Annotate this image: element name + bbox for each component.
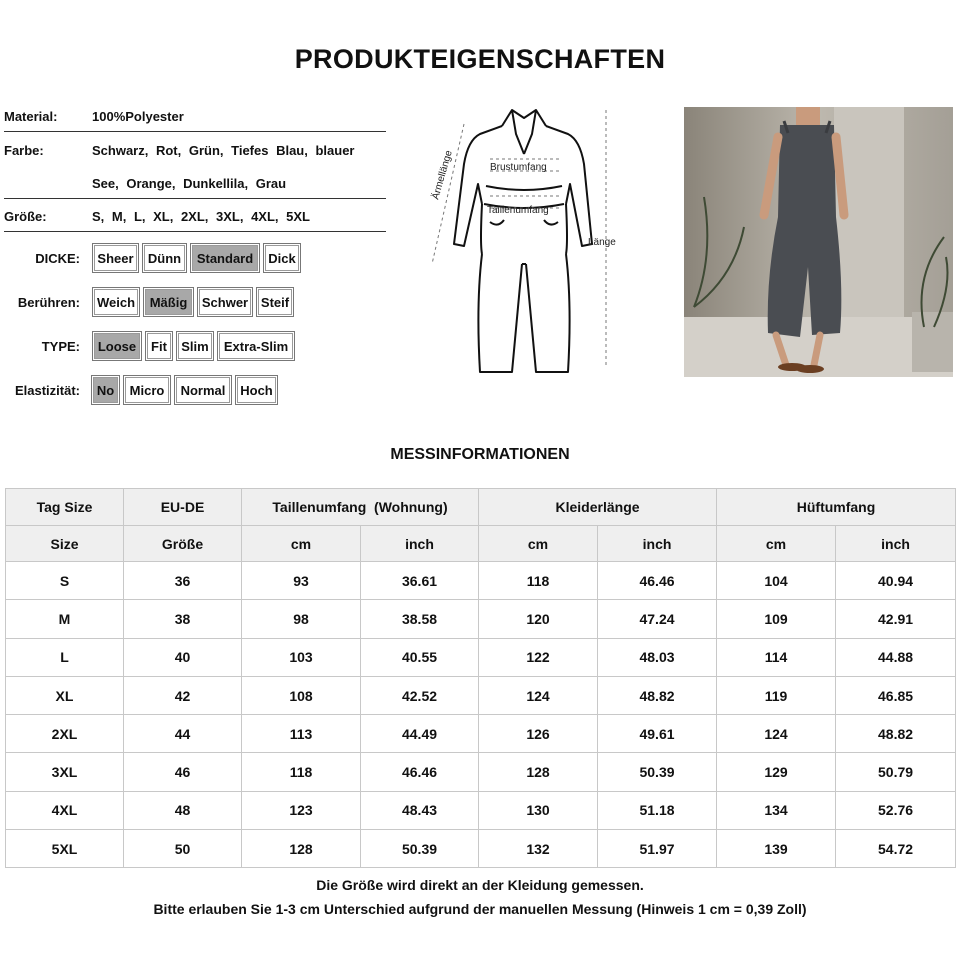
table-cell: 46.46 xyxy=(361,753,479,791)
type-chips xyxy=(92,331,295,361)
subheader-cell: inch xyxy=(361,526,479,562)
measurement-section-title: MESSINFORMATIONEN xyxy=(390,446,570,463)
table-row xyxy=(6,562,956,600)
size-label: Größe: xyxy=(4,209,47,224)
table-cell: L xyxy=(6,638,124,676)
header-eu-de: EU-DE xyxy=(124,489,242,526)
thickness-label: DICKE: xyxy=(35,251,80,266)
table-row xyxy=(6,638,956,676)
table-cell: 49.61 xyxy=(598,715,717,753)
table-cell: 46.85 xyxy=(836,676,956,714)
page-title: PRODUKTEIGENSCHAFTEN xyxy=(294,44,666,74)
chip-slim: Slim xyxy=(176,331,214,361)
table-cell: 122 xyxy=(479,638,598,676)
chip-sheer: Sheer xyxy=(92,243,139,273)
table-cell: 134 xyxy=(717,791,836,829)
elasticity-label: Elastizität: xyxy=(14,383,80,398)
chip-high: Hoch xyxy=(235,375,278,405)
table-cell: 2XL xyxy=(6,715,124,753)
header-tag-size: Tag Size xyxy=(6,489,124,526)
touch-label: Berühren: xyxy=(17,295,80,310)
size-value: S, M, L, XL, 2XL, 3XL, 4XL, 5XL xyxy=(92,209,310,224)
type-label-box xyxy=(0,331,80,361)
header-waist: Taillenumfang (Wohnung) xyxy=(242,489,479,526)
type-label: TYPE: xyxy=(41,339,80,354)
subheader-cell: cm xyxy=(479,526,598,562)
table-body xyxy=(6,562,956,868)
subheader-cell: inch xyxy=(598,526,717,562)
table-cell: 104 xyxy=(717,562,836,600)
chest-label: Brustumfang xyxy=(490,162,547,173)
table-cell: 118 xyxy=(242,753,361,791)
table-row xyxy=(6,600,956,638)
table-cell: 50 xyxy=(124,830,242,868)
table-cell: 126 xyxy=(479,715,598,753)
chip-stiff: Steif xyxy=(256,287,294,317)
table-cell: 44.49 xyxy=(361,715,479,753)
table-cell: 42.52 xyxy=(361,676,479,714)
table-cell: 120 xyxy=(479,600,598,638)
table-row xyxy=(6,676,956,714)
table-cell: 40.55 xyxy=(361,638,479,676)
sleeve-length-label: Ärmellänge xyxy=(430,149,455,201)
table-cell: 139 xyxy=(717,830,836,868)
table-header-row xyxy=(6,489,956,526)
divider xyxy=(4,231,386,232)
table-cell: 48.03 xyxy=(598,638,717,676)
chip-thin: Dünn xyxy=(142,243,187,273)
material-value: 100%Polyester xyxy=(92,109,184,124)
table-cell: 118 xyxy=(479,562,598,600)
footnote-2: Bitte erlauben Sie 1-3 cm Unterschied aufgrund der manuellen Messung (Hinweis 1 cm = 0,39 Zoll) xyxy=(153,901,807,917)
header-dress-length: Kleiderlänge xyxy=(479,489,717,526)
table-cell: 114 xyxy=(717,638,836,676)
table-row xyxy=(6,791,956,829)
table-cell: 108 xyxy=(242,676,361,714)
chip-loose-selected: Loose xyxy=(92,331,142,361)
table-cell: 46 xyxy=(124,753,242,791)
table-cell: 51.97 xyxy=(598,830,717,868)
chip-micro: Micro xyxy=(123,375,171,405)
chip-extra-slim: Extra-Slim xyxy=(217,331,295,361)
elasticity-chips xyxy=(91,375,278,405)
table-cell: 46.46 xyxy=(598,562,717,600)
table-row xyxy=(6,830,956,868)
chip-thick: Dick xyxy=(263,243,301,273)
touch-label-box xyxy=(0,287,80,317)
table-cell: 132 xyxy=(479,830,598,868)
table-cell: 48.82 xyxy=(836,715,956,753)
table-cell: 42.91 xyxy=(836,600,956,638)
thickness-chips xyxy=(92,243,301,273)
length-label: Länge xyxy=(588,237,616,248)
table-cell: XL xyxy=(6,676,124,714)
table-cell: 129 xyxy=(717,753,836,791)
table-cell: 124 xyxy=(717,715,836,753)
jumpsuit-outline xyxy=(420,104,640,384)
chip-fit: Fit xyxy=(145,331,173,361)
footnote-1: Die Größe wird direkt an der Kleidung gemessen. xyxy=(316,877,644,893)
table-cell: 50.79 xyxy=(836,753,956,791)
table-subheader-row xyxy=(6,526,956,562)
touch-chips xyxy=(92,287,294,317)
table-cell: 123 xyxy=(242,791,361,829)
chip-normal: Normal xyxy=(174,375,232,405)
table-cell: 52.76 xyxy=(836,791,956,829)
table-cell: 50.39 xyxy=(361,830,479,868)
subheader-cell: cm xyxy=(242,526,361,562)
subheader-cell: cm xyxy=(717,526,836,562)
elasticity-label-box xyxy=(0,375,80,405)
waist-label: Taillenumfang xyxy=(487,205,549,216)
table-cell: 50.39 xyxy=(598,753,717,791)
chip-heavy: Schwer xyxy=(197,287,253,317)
table-cell: 124 xyxy=(479,676,598,714)
table-cell: 4XL xyxy=(6,791,124,829)
table-cell: 36 xyxy=(124,562,242,600)
size-table xyxy=(5,488,956,868)
material-label: Material: xyxy=(4,109,58,124)
chip-no-selected: No xyxy=(91,375,120,405)
thickness-label-box xyxy=(0,243,80,273)
table-cell: 54.72 xyxy=(836,830,956,868)
table-cell: 36.61 xyxy=(361,562,479,600)
table-cell: 47.24 xyxy=(598,600,717,638)
color-value-line1: Schwarz, Rot, Grün, Tiefes Blau, blauer xyxy=(92,143,355,158)
table-cell: 51.18 xyxy=(598,791,717,829)
table-row xyxy=(6,753,956,791)
table-cell: 44.88 xyxy=(836,638,956,676)
subheader-cell: inch xyxy=(836,526,956,562)
table-cell: 48.43 xyxy=(361,791,479,829)
table-cell: 93 xyxy=(242,562,361,600)
color-label: Farbe: xyxy=(4,143,44,158)
table-cell: 98 xyxy=(242,600,361,638)
table-row xyxy=(6,715,956,753)
table-cell: 42 xyxy=(124,676,242,714)
table-cell: 128 xyxy=(479,753,598,791)
measurement-diagram xyxy=(420,104,640,384)
table-cell: 5XL xyxy=(6,830,124,868)
table-cell: 38.58 xyxy=(361,600,479,638)
table-cell: 119 xyxy=(717,676,836,714)
chip-soft: Weich xyxy=(92,287,140,317)
subheader-cell: Größe xyxy=(124,526,242,562)
table-cell: 113 xyxy=(242,715,361,753)
table-cell: 40.94 xyxy=(836,562,956,600)
divider xyxy=(4,131,386,132)
table-cell: 48.82 xyxy=(598,676,717,714)
table-cell: 3XL xyxy=(6,753,124,791)
color-value-line2: See, Orange, Dunkellila, Grau xyxy=(92,176,287,191)
table-cell: 40 xyxy=(124,638,242,676)
subheader-cell: Size xyxy=(6,526,124,562)
table-cell: 48 xyxy=(124,791,242,829)
table-cell: S xyxy=(6,562,124,600)
table-cell: M xyxy=(6,600,124,638)
product-photo xyxy=(684,107,953,377)
table-cell: 130 xyxy=(479,791,598,829)
chip-moderate-selected: Mäßig xyxy=(143,287,194,317)
table-cell: 103 xyxy=(242,638,361,676)
divider xyxy=(4,198,386,199)
table-cell: 128 xyxy=(242,830,361,868)
chip-standard-selected: Standard xyxy=(190,243,260,273)
table-cell: 38 xyxy=(124,600,242,638)
header-hip: Hüftumfang xyxy=(717,489,956,526)
table-cell: 44 xyxy=(124,715,242,753)
table-cell: 109 xyxy=(717,600,836,638)
